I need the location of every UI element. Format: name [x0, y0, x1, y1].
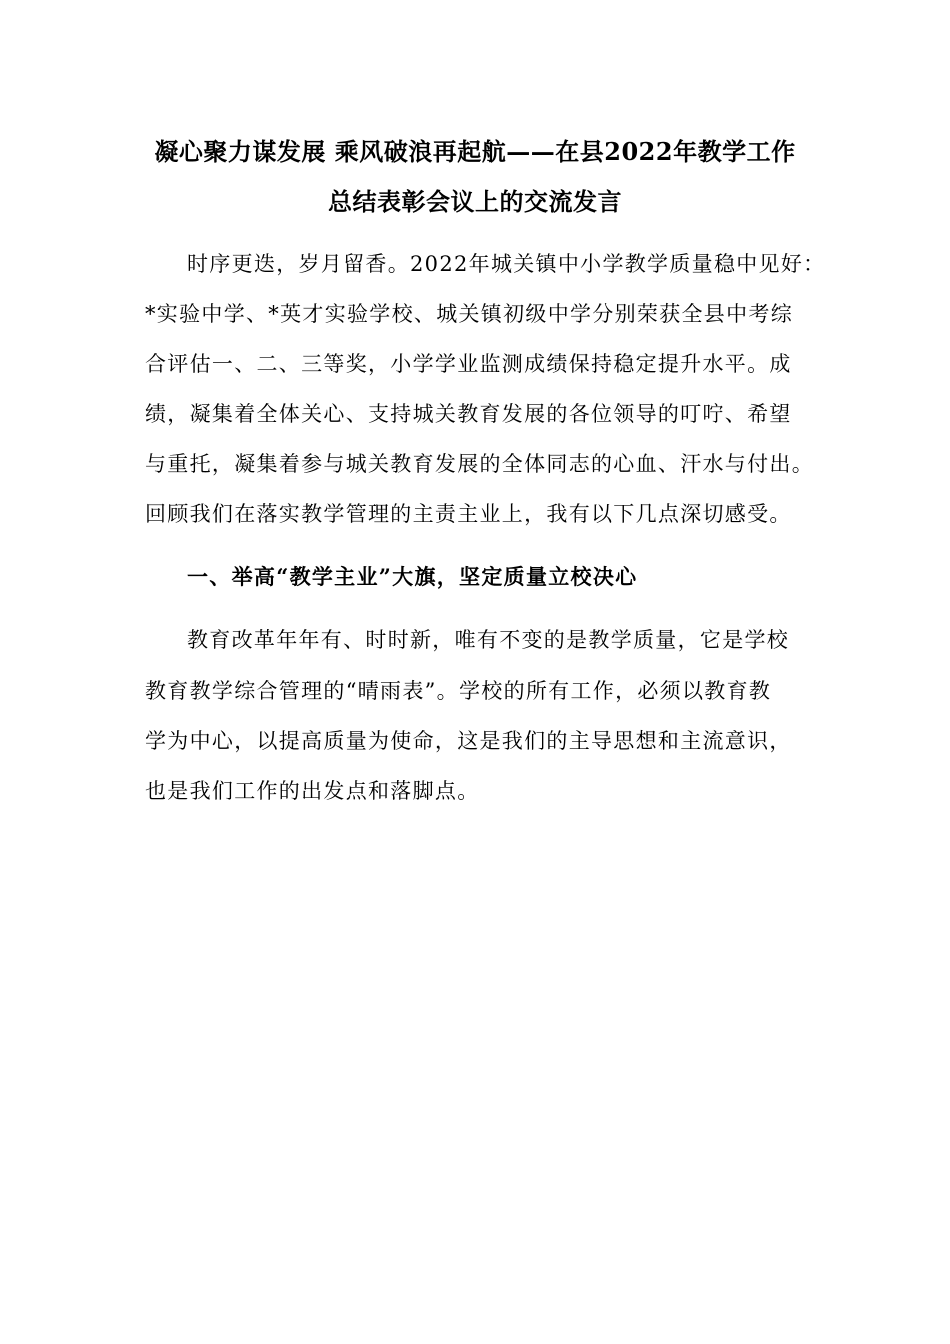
- section-heading-1: 一、举高“教学主业”大旗，坚定质量立校决心: [187, 564, 638, 589]
- paragraph-2-line-4: 也是我们工作的出发点和落脚点。: [145, 779, 480, 803]
- document-title-line-2: 总结表彰会议上的交流发言: [328, 187, 622, 216]
- paragraph-1-line-3: 合评估一、二、三等奖，小学学业监测成绩保持稳定提升水平。成: [145, 352, 792, 376]
- paragraph-2-line-1: 教育改革年年有、时时新，唯有不变的是教学质量，它是学校: [187, 628, 790, 652]
- paragraph-1-line-6: 回顾我们在落实教学管理的主责主业上，我有以下几点深切感受。: [145, 502, 792, 526]
- paragraph-1-line-4: 绩，凝集着全体关心、支持城关教育发展的各位领导的叮咛、希望: [145, 402, 792, 426]
- paragraph-1-line-1: 时序更迭，岁月留香。2022年城关镇中小学教学质量稳中见好：: [187, 252, 826, 276]
- paragraph-1-line-5: 与重托，凝集着参与城关教育发展的全体同志的心血、汗水与付出。: [145, 452, 814, 476]
- paragraph-1-line-2: *实验中学、*英才实验学校、城关镇初级中学分别荣获全县中考综: [145, 302, 793, 326]
- paragraph-2-line-3: 学为中心，以提高质量为使命，这是我们的主导思想和主流意识，: [145, 729, 792, 753]
- paragraph-2-line-2: 教育教学综合管理的“晴雨表”。学校的所有工作，必须以教育教: [145, 679, 772, 703]
- document-title-line-1: 凝心聚力谋发展 乘风破浪再起航——在县2022年教学工作: [154, 137, 796, 166]
